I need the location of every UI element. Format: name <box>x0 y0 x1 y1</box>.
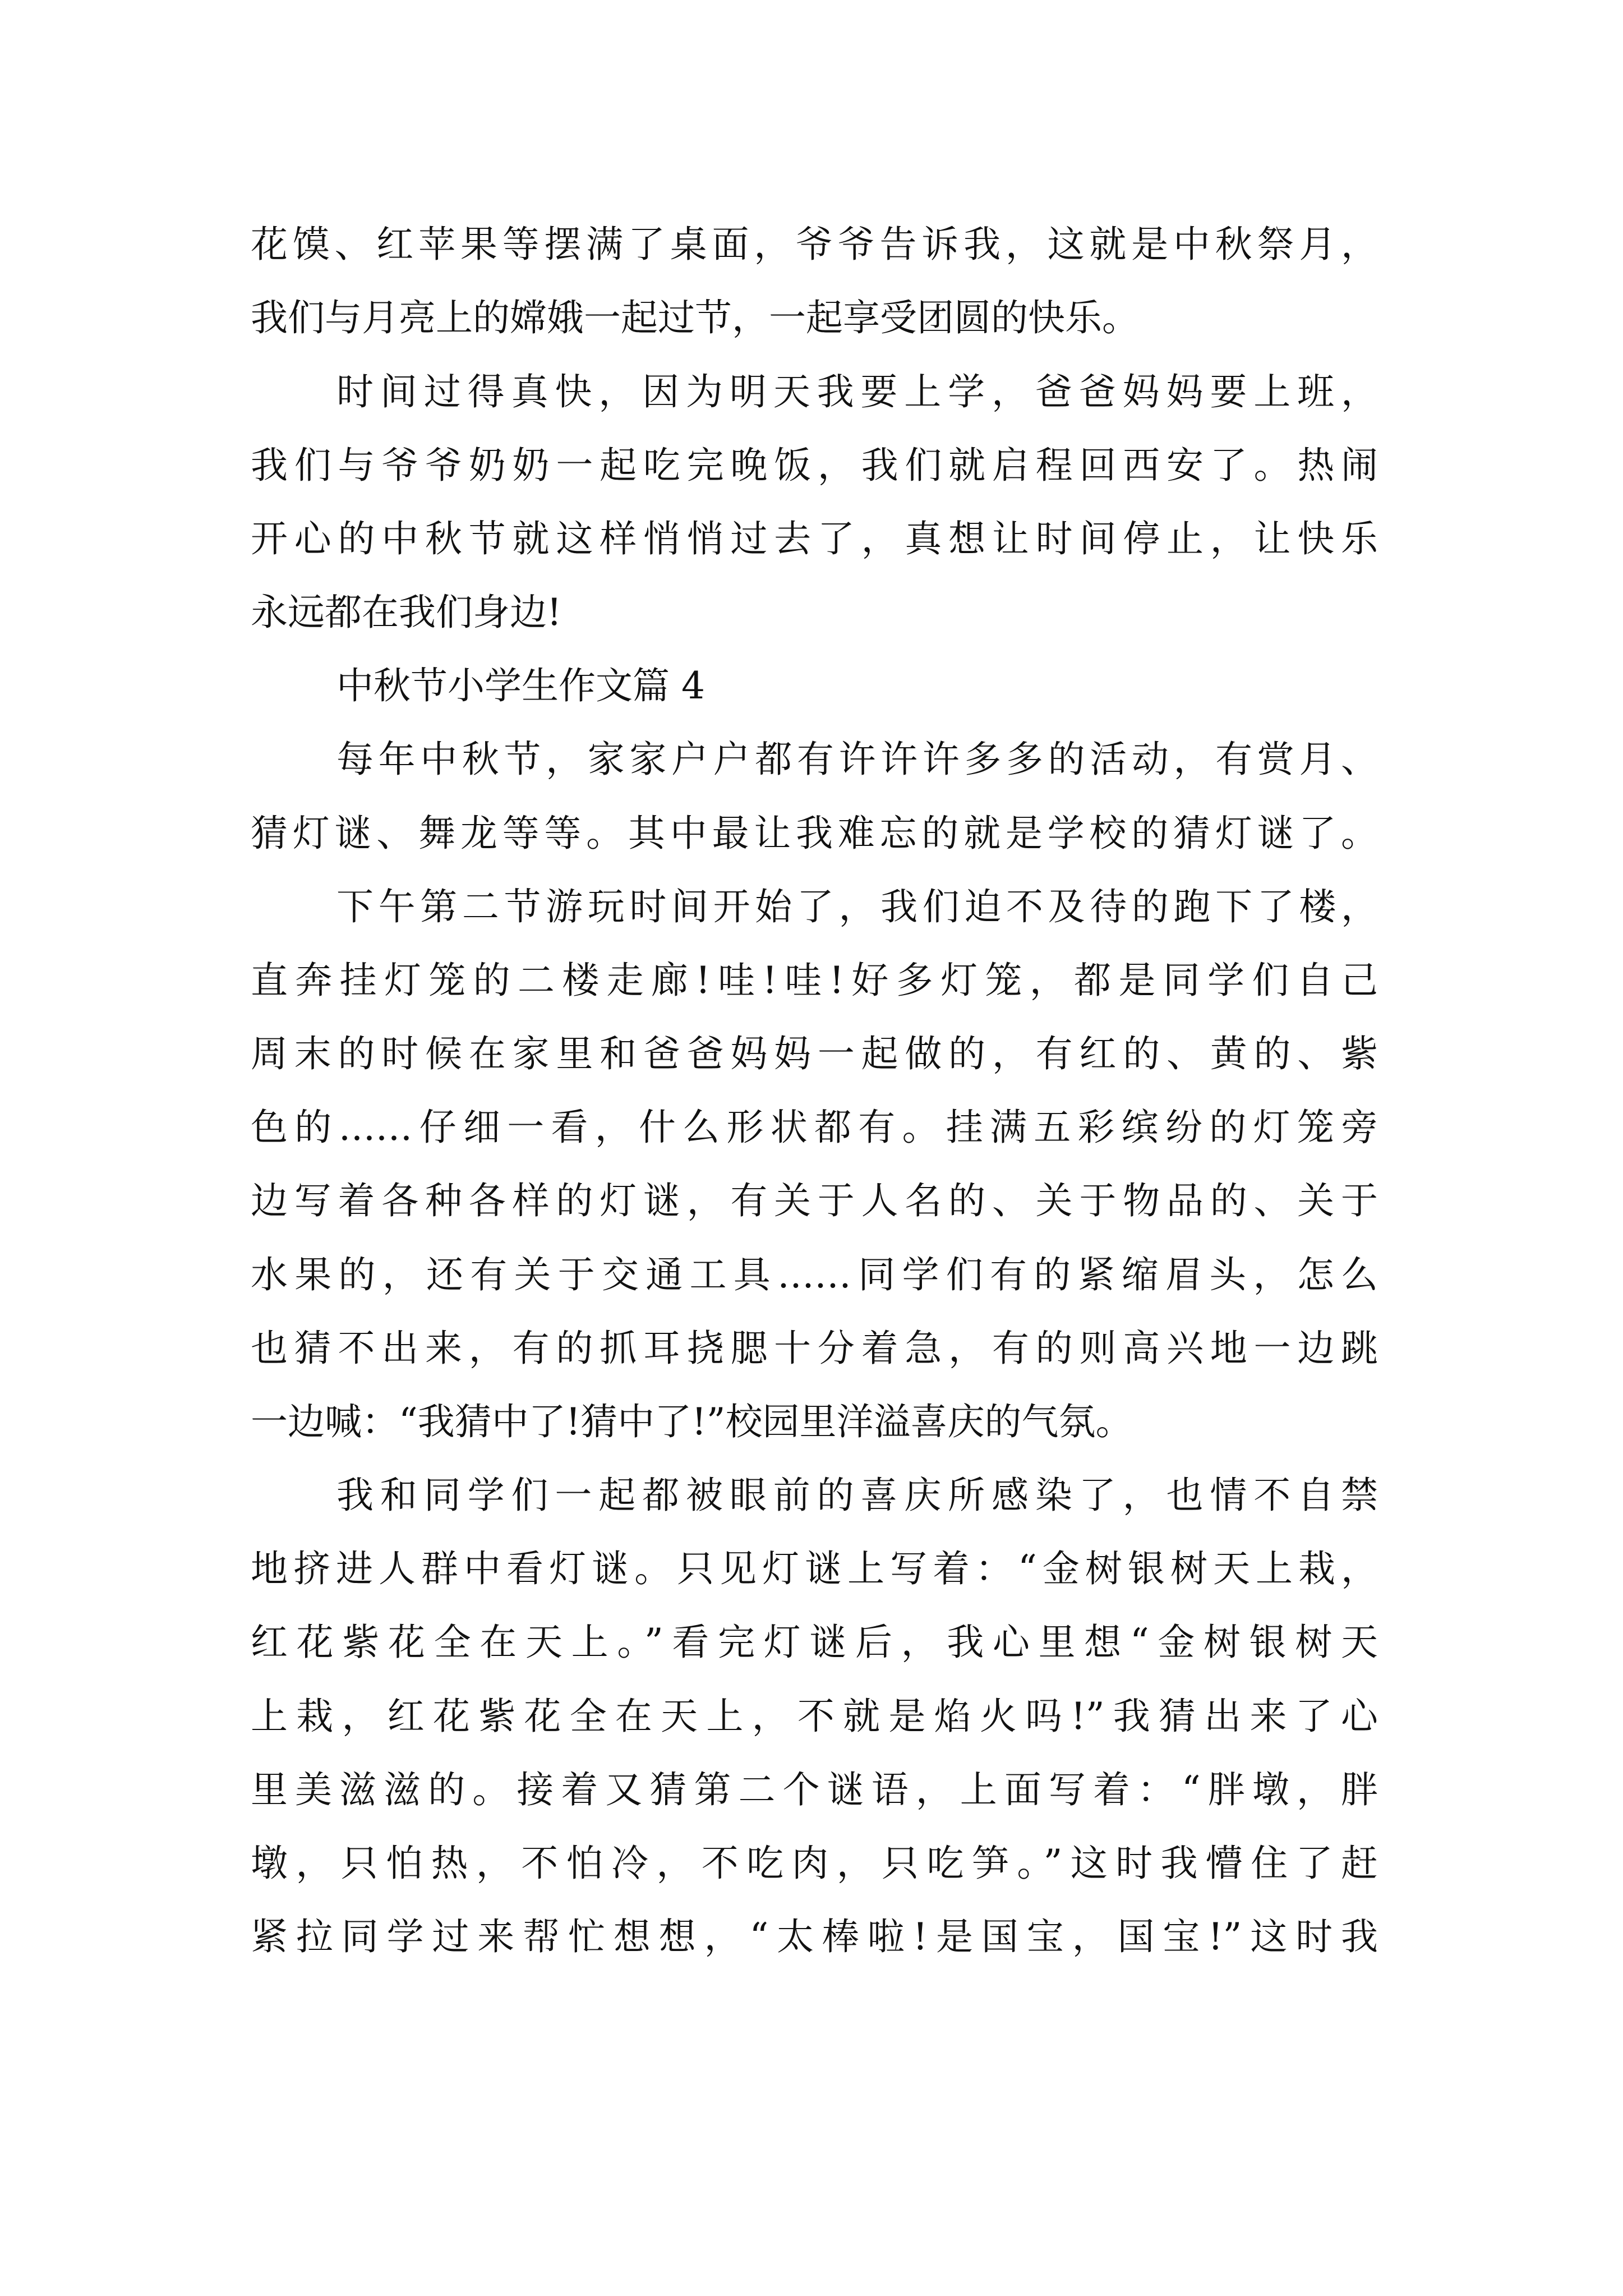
text-line: 猜灯谜、舞龙等等。其中最让我难忘的就是学校的猜灯谜了。 <box>251 812 1378 855</box>
text-line: 花馍、红苹果等摆满了桌面，爷爷告诉我，这就是中秋祭月， <box>251 223 1378 266</box>
text-line: 地挤进人群中看灯谜。只见灯谜上写着：“金树银树天上栽， <box>251 1547 1378 1590</box>
text-line: 水果的，还有关于交通工具……同学们有的紧缩眉头，怎么 <box>251 1253 1378 1296</box>
text-line: 也猜不出来，有的抓耳挠腮十分着急，有的则高兴地一边跳 <box>251 1327 1378 1370</box>
text-line: 直奔挂灯笼的二楼走廊!哇!哇!好多灯笼，都是同学们自己 <box>251 959 1378 1002</box>
text-line: 周末的时候在家里和爸爸妈妈一起做的，有红的、黄的、紫 <box>251 1032 1378 1075</box>
text-line: 一边喊：“我猜中了!猜中了!”校园里洋溢喜庆的气氛。 <box>251 1400 1133 1443</box>
text-line: 墩，只怕热，不怕冷，不吃肉，只吃笋。”这时我懵住了赶 <box>251 1842 1378 1885</box>
text-line: 红花紫花全在天上。”看完灯谜后，我心里想“金树银树天 <box>251 1621 1378 1664</box>
text-line: 每年中秋节，家家户户都有许许许多多的活动，有赏月、 <box>336 738 1378 781</box>
text-line: 时间过得真快，因为明天我要上学，爸爸妈妈要上班， <box>336 370 1378 413</box>
text-line: 开心的中秋节就这样悄悄过去了，真想让时间停止，让快乐 <box>251 517 1378 560</box>
text-line: 我和同学们一起都被眼前的喜庆所感染了，也情不自禁 <box>336 1474 1378 1517</box>
text-line: 下午第二节游玩时间开始了，我们迫不及待的跑下了楼， <box>336 885 1378 928</box>
text-line: 里美滋滋的。接着又猜第二个谜语，上面写着：“胖墩，胖 <box>251 1768 1378 1811</box>
text-line: 色的……仔细一看，什么形状都有。挂满五彩缤纷的灯笼旁 <box>251 1106 1378 1149</box>
text-line: 紧拉同学过来帮忙想想，“太棒啦!是国宝，国宝!”这时我 <box>251 1915 1378 1958</box>
text-line: 上栽，红花紫花全在天上，不就是焰火吗!”我猜出来了心 <box>251 1695 1378 1738</box>
text-line: 我们与爷爷奶奶一起吃完晚饭，我们就启程回西安了。热闹 <box>251 444 1378 487</box>
text-line: 永远都在我们身边! <box>251 591 562 634</box>
text-line: 我们与月亮上的嫦娥一起过节，一起享受团圆的快乐。 <box>251 296 1139 339</box>
section-heading: 中秋节小学生作文篇 4 <box>336 664 705 707</box>
text-line: 边写着各种各样的灯谜，有关于人名的、关于物品的、关于 <box>251 1179 1378 1222</box>
